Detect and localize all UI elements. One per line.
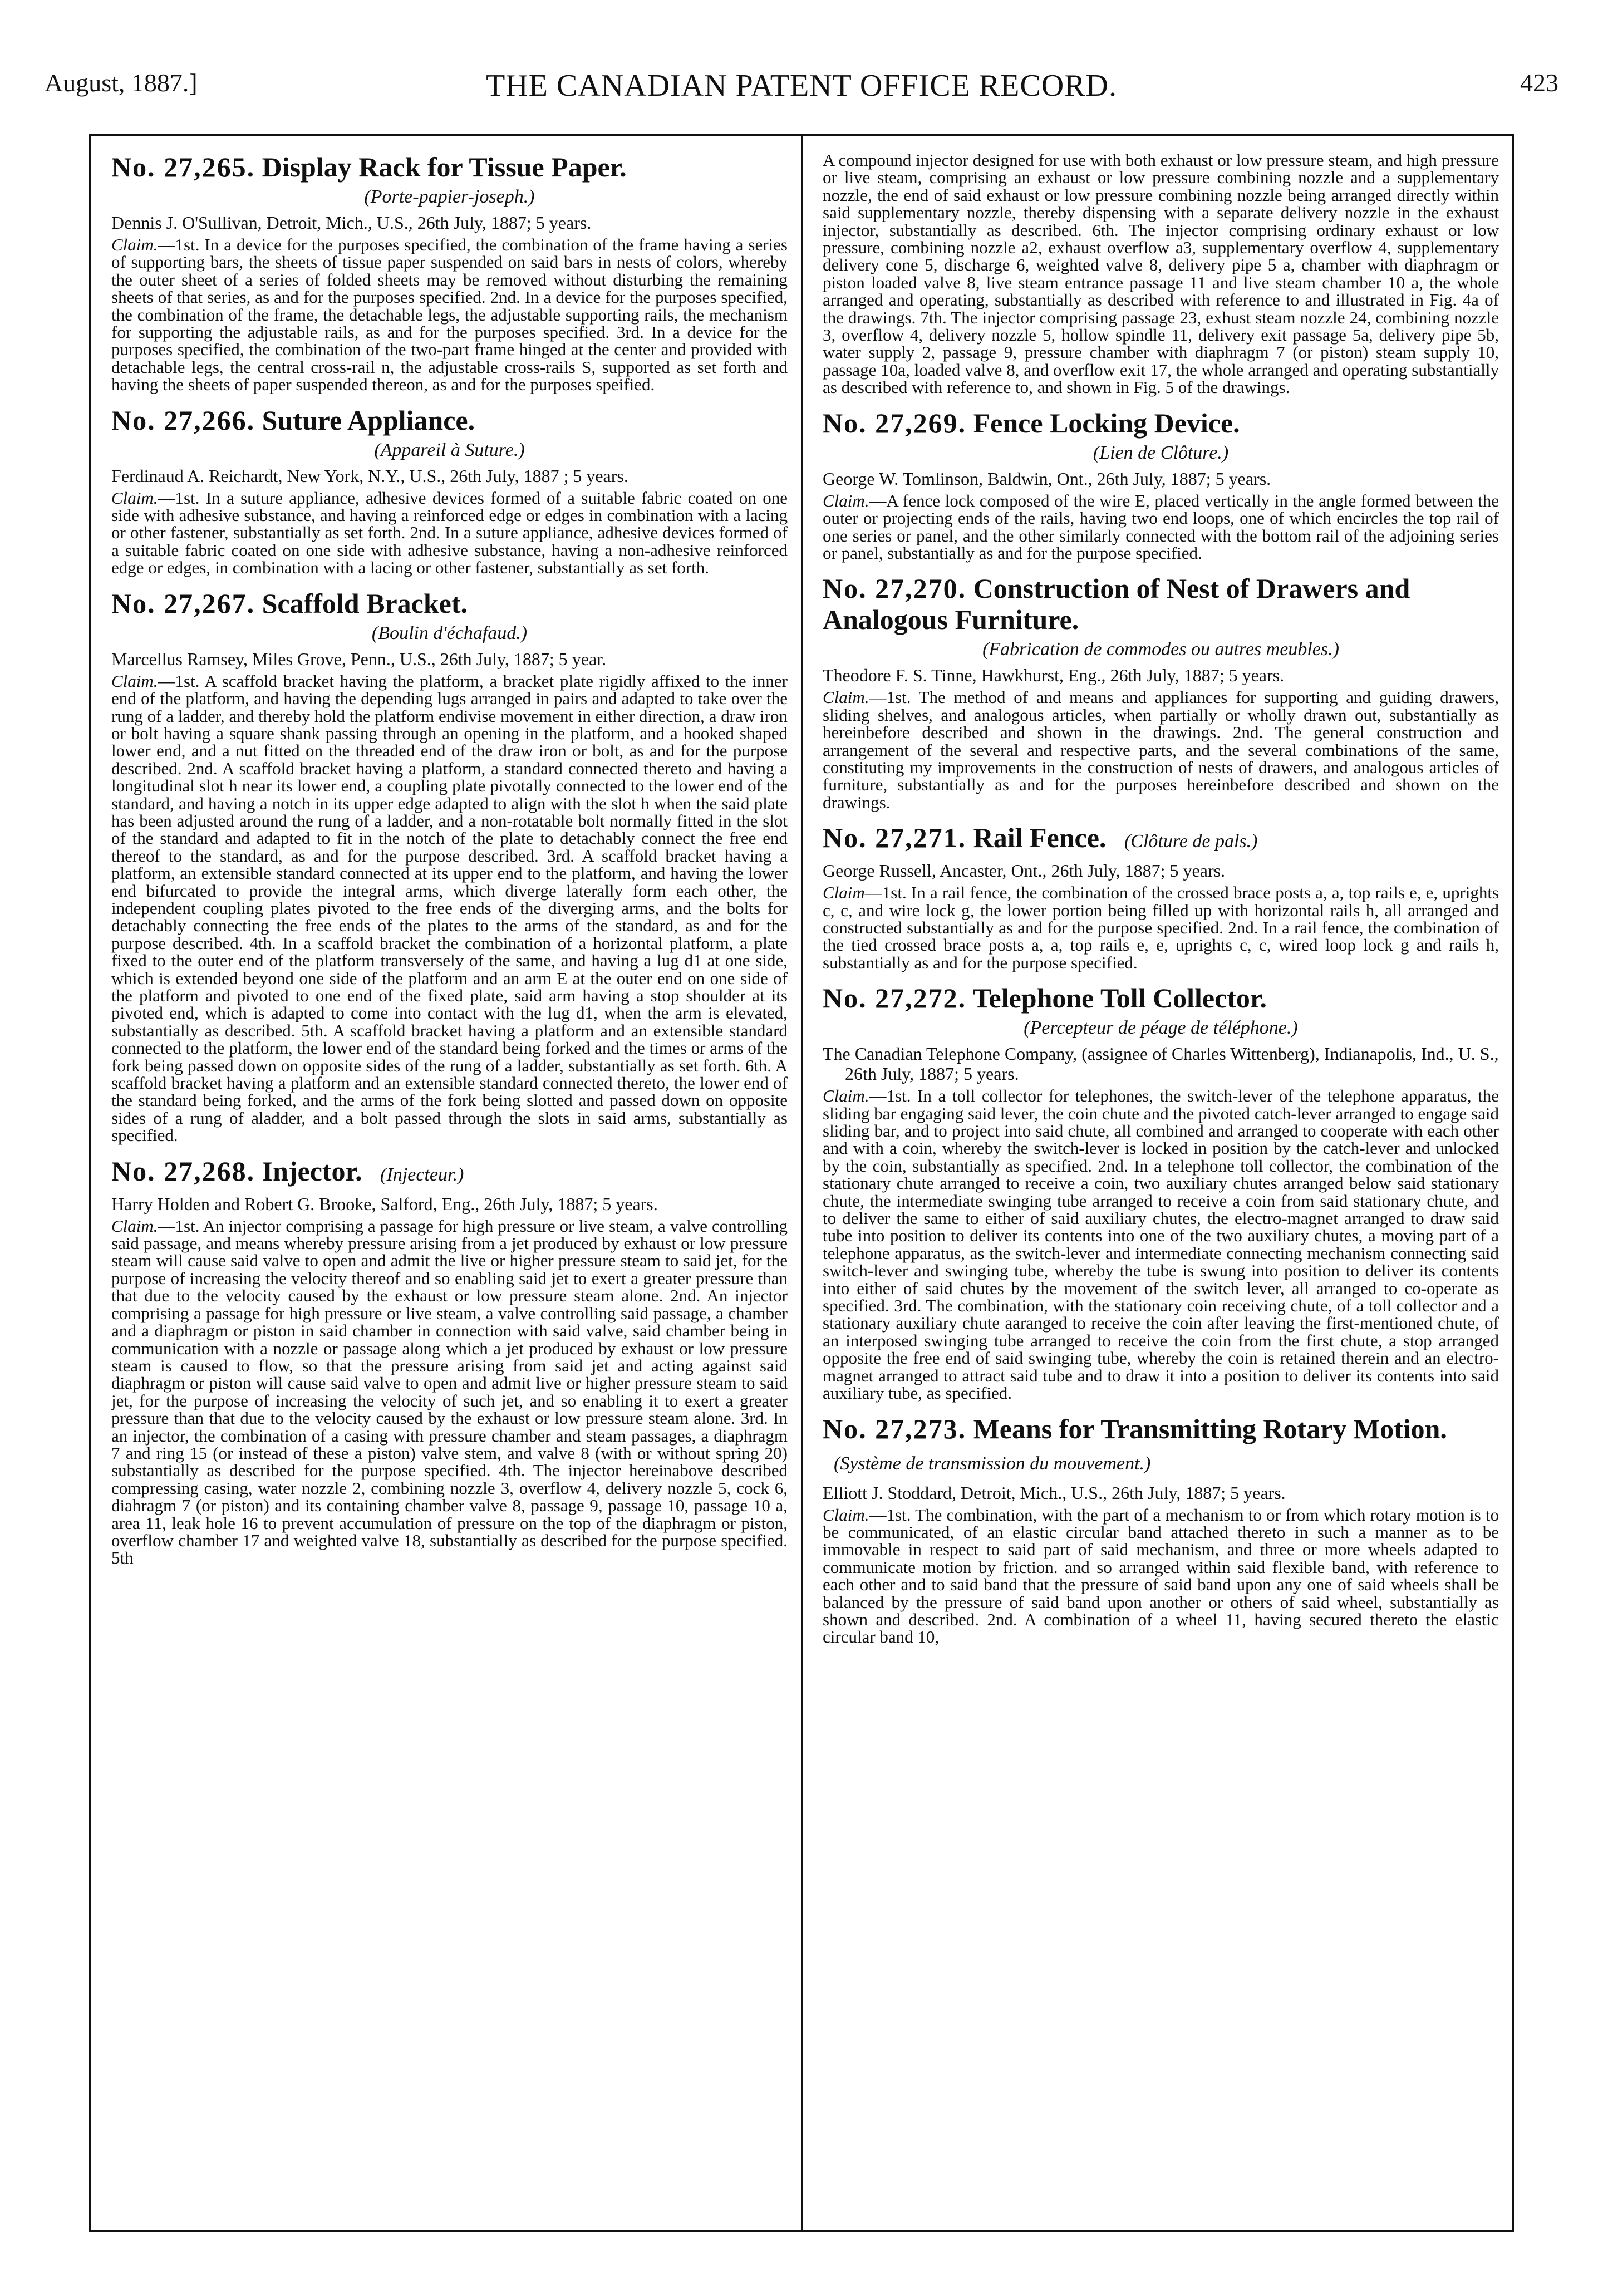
claim-label: Claim.: [111, 671, 158, 691]
entry-heading: [823, 1413, 1499, 1479]
inventor-line: Harry Holden and Robert G. Brooke, Salford, Eng., 26th July, 1887; 5 years.: [111, 1193, 658, 1214]
patent-number: No. 27,266.: [111, 404, 255, 436]
claim-label: Claim.: [111, 235, 158, 254]
patent-entry-27265: [111, 151, 788, 394]
claim-body: —1st. In a toll collector for telephones, the switch-lever of the telephone apparatus, the sliding bar engaging said lever, the coin chute and the pivoted catch-lever arranged to engage said sliding bar, and to project into said chute, all combined and arranged to cooperate with each other and with a coin, whereby the switch-lever is locked in position by the catch-lever and unlocked by the coin, substantially as specified. 2nd. In a telephone toll collector, the combination of the stationary chute arranged to receive a coin, two auxiliary chutes arranged below said stationary chute, the intermediate swinging tube arranged to receive a coin from said stationary chute, and to deliver the same to either of said auxiliary chutes, the electro-magnet arranged to draw said tube into position to deliver its contents into one of the two auxiliary chutes, a moving part of a telephone apparatus, as the switch-lever and intermediate connecting mechanism connecting said switch-lever and swinging tube, whereby the tube is swung into position to deliver its contents into either of said chutes by the movement of the switch lever, all arranged to co-operate as specified. 3rd. The combination, with the stationary coin receiving chute, of a toll collector and a stationary auxiliary chute aaranged to receive the coin after leaving the first-mentioned chute, of an interposed swinging tube arranged to receive the coin from the first chute, a stop arranged opposite the free end of said swinging tube, whereby the coin is retained therein and an electro-magnet arranged to attract said tube and to draw it into a position to deliver its contents into said auxiliary tube, as specified.: [823, 1086, 1499, 1403]
inventor-line: George Russell, Ancaster, Ont., 26th July, 1887; 5 years.: [823, 861, 1226, 881]
french-title: (Appareil à Suture.): [374, 439, 525, 460]
patent-number: No. 27,265.: [111, 151, 255, 183]
claim-body: —1st. The combination, with the part of a mechanism to or from which rotary motion is to be communicated, of an elastic circular band attached thereto in such a manner as to be immovable in respect to said part of said mechanism, and three or more wheels adapted to communicate motion by friction. and so arranged within said flexible band, with reference to each other and to said band that the pressure of said band upon any one of said wheels shall be balanced by the pressure of said band upon another or others of said wheel, substantially as shown and described. 2nd. A combination of a wheel 11, having secured thereto the elastic circular band 10,: [823, 1505, 1499, 1647]
entry-heading: [111, 151, 788, 183]
claim-label: Claim.: [823, 490, 869, 510]
page-number: 423: [1520, 68, 1558, 97]
inventor-line: Elliott J. Stoddard, Detroit, Mich., U.S., 26th July, 1887; 5 years.: [823, 1482, 1286, 1503]
column-divider: [802, 134, 803, 2232]
claim-label: Claim: [823, 883, 865, 903]
entry-heading: [111, 1156, 788, 1191]
patent-number: No. 27,273.: [823, 1413, 967, 1444]
claim-label: Claim.: [823, 687, 869, 707]
patent-number: No. 27,272.: [823, 982, 967, 1014]
claim-body: —1st. In a rail fence, the combination of the crossed brace posts a, a, top rails e, e, uprights c, c, and wire lock g, the lower portion being filled up with horizontal rails h, all arranged and constructed substantially as and for the purpose specified. 2nd. In a rail fence, the combination of the tied crossed brace posts a, a, top rails e, e, uprights c, c, wired loop lock g and rails h, substantially as and for the purpose specified.: [823, 883, 1499, 972]
patent-entry-27273: [823, 1413, 1499, 1646]
claim-body: —1st. In a suture appliance, adhesive devices formed of a suitable fabric coated on one side with adhesive substance, and having a reinforced edge or edges in combination with a lacing or other fastener, substantially as set forth. 2nd. In a suture appliance, adhesive devices formed of a suitable fabric coated on one side with adhesive substance, having a non-adhesive reinforced edge or edges, in combination with a lacing or other fastener, substantially as set forth.: [111, 488, 788, 578]
patent-number: No. 27,270.: [823, 573, 967, 604]
page-header: [45, 68, 1558, 107]
patent-title: Display Rack for Tissue Paper.: [262, 151, 627, 183]
claim-body: —1st. In a device for the purposes specified, the combination of the frame having a series of supporting bars, the sheets of tissue paper suspended on said bars in nests of colors, whereby the outer sheet of a series of folded sheets may be removed without disturbing the remaining sheets of that series, as and for the purposes specified. 2nd. In a device for the purposes specified, the combination of the frame, the detachable legs, the adjustable supporting rails, the mechanism for supporting the adjustable rails, as and for the purposes specified. 3rd. In a device for the purposes specified, the combination of the two-part frame hinged at the center and provided with detachable legs, the central cross-rail n, the adjustable cross-rails S, supported as set forth and having the sheets of paper suspended thereon, as and for the purposes speified.: [111, 235, 788, 395]
claim-text: [823, 689, 1499, 811]
right-column: [823, 151, 1499, 2222]
patent-entry-27266: [111, 405, 788, 577]
french-title: (Lien de Clôture.): [1093, 442, 1229, 463]
patent-title: Means for Transmitting Rotary Motion.: [973, 1413, 1447, 1444]
french-title: (Fabrication de commodes ou autres meubles.): [982, 639, 1339, 660]
french-title: (Clôture de pals.): [1124, 831, 1258, 852]
patent-entry-27270: [823, 573, 1499, 811]
entry-heading: [111, 588, 788, 619]
claim-label: Claim.: [111, 488, 158, 508]
patent-number: No. 27,271.: [823, 822, 967, 854]
claim-body: —1st. An injector comprising a passage for high pressure or live steam, a valve controlling said passage, and means whereby pressure arising from a jet produced by exhaust or low pressure steam will cause said valve to open and admit the live or higher pressure steam to said jet, for the purpose of increasing the velocity thereof and so enabling said jet to exert a greater pressure than that due to the velocity caused by the exhaust or low pressure steam alone. 2nd. An injector comprising a passage for high pressure or live steam, a valve controlling said passage, a chamber and a diaphragm or piston in said chamber in connection with said valve, said chamber being in communication with a nozzle or passage along which a jet produced by exhaust or low pressure steam is caused to flow, so that the pressure arising from said jet and acting against said diaphragm or piston will cause said valve to open and admit live or higher pressure steam to said jet, for the purpose of increasing the velocity of such jet, and so enabling it to exert a greater pressure than that due to the velocity caused by the exhaust or low pressure steam alone. 3rd. In an injector, the combination of a casing with pressure chamber and steam passages, a diaphragm 7 and ring 15 (or instead of these a piston) valve stem, and valve 8 (with or without spring 20) substantially as described for the purpose specified. 4th. The injector hereinabove described compressing casing, water nozzle 2, combining nozzle 3, overflow 4, delivery nozzle 5, cock 6, diahragm 7 (or piston) and its containing chamber valve 8, passage 9, passage 10, passage 10 a, area 11, leak hole 16 to prevent accumulation of pressure on the top of the diaphragm or piston, overflow chamber 17 and weighted valve 18, substantially as described for the purpose specified. 5th: [111, 1216, 788, 1568]
claim-label: Claim.: [823, 1505, 869, 1525]
inventor-line: Dennis J. O'Sullivan, Detroit, Mich., U.S., 26th July, 1887; 5 years.: [111, 213, 592, 233]
claim-text: [111, 236, 788, 394]
patent-entry-27272: [823, 982, 1499, 1402]
patent-entry-27268: [111, 1156, 788, 1567]
entry-heading: [823, 982, 1499, 1014]
claim-text: [823, 492, 1499, 562]
claim-text: [823, 1506, 1499, 1646]
claim-body: —A fence lock composed of the wire E, placed vertically in the angle formed between the outer or projecting ends of the rails, having two end loops, one of which encircles the top rail of one series or panel, and the other similarly connected with the bottom rail of the adjoining series or panel, substantially as and for the purpose specified.: [823, 490, 1499, 563]
inventor-line: George W. Tomlinson, Baldwin, Ont., 26th July, 1887; 5 years.: [823, 468, 1271, 489]
continued-claim-text: A compound injector designed for use with both exhaust or low pressure steam, and high pressure or live steam, comprising an exhaust or low pressure combining nozzle and a supplementary nozzle, the end of said exhaust or low pressure combining nozzle being arranged directly within said supplementary nozzle, thereby dispensing with a separate delivery nozzle in the exhaust injector, substantially as described. 6th. The injector comprising ordinary exhaust or low pressure, combining nozzle a2, exhaust overflow a3, supplementary overflow 4, supplementary delivery cone 5, discharge 6, weighted valve 8, delivery pipe 5 a, chamber with diaphragm or piston loaded valve 8, live steam entrance passage 11 and live steam chamber 10 a, the whole arranged and operating, substantially as described with reference to and illustrated in Fig. 4a of the drawings. 7th. The injector comprising passage 23, exhust steam nozzle 24, combining nozzle 3, overflow 4, delivery nozzle 5, hollow spindle 11, delivery exit passage 5a, delivery pipe 5b, water supply 2, passage 9, pressure chamber with diaphragm 7 (or piston) steam supply 10, passage 10a, loaded valve 8, and overflow exit 17, the whole arranged and operating substantially as described with reference to, and shown in Fig. 5 of the drawings.: [823, 151, 1499, 397]
claim-text: [111, 672, 788, 1144]
patent-entry-27269: [823, 407, 1499, 562]
inventor-line: Marcellus Ramsey, Miles Grove, Penn., U.S., 26th July, 1887; 5 year.: [111, 648, 607, 669]
patent-entry-27271: [823, 822, 1499, 971]
french-title: (Système de transmission du mouvement.): [834, 1453, 1151, 1474]
left-column: [111, 151, 788, 2222]
entry-heading: [823, 822, 1499, 857]
patent-number: No. 27,268.: [111, 1155, 255, 1187]
patent-title: Scaffold Bracket.: [262, 587, 468, 619]
patent-title: Fence Locking Device.: [973, 407, 1240, 439]
inventor-line: The Canadian Telephone Company, (assignee of Charles Wittenberg), Indianapolis, Ind., U. S., 26th July, 1887; 5 years.: [823, 1044, 1499, 1084]
claim-label: Claim.: [111, 1216, 158, 1236]
entry-heading: [111, 405, 788, 436]
patent-number: No. 27,269.: [823, 407, 967, 439]
french-title: (Percepteur de péage de téléphone.): [1024, 1017, 1298, 1039]
claim-text: [823, 1087, 1499, 1402]
patent-title: Construction of Nest of Drawers and Analogous Furniture.: [823, 573, 1410, 636]
claim-label: Claim.: [823, 1086, 869, 1106]
issue-date: August, 1887.]: [45, 68, 198, 97]
entry-heading: [823, 407, 1499, 439]
inventor-line: Ferdinaud A. Reichardt, New York, N.Y., U.S., 26th July, 1887 ; 5 years.: [111, 465, 628, 486]
french-title: (Boulin d'échafaud.): [371, 622, 528, 643]
claim-text: [823, 884, 1499, 971]
claim-body: —1st. A scaffold bracket having the platform, a bracket plate rigidly affixed to the inner end of the platform, and having the depending lugs arranged in pairs and adapted to take over the rung of a ladder, and thereby hold the platform endivise movement in either direction, a draw iron or bolt having a square shank passing through an opening in the platform, and a hooked shaped lower end, and a nut fitted on the threaded end of the draw iron or bolt, as and for the purpose described. 2nd. A scaffold bracket having a platform, a standard connected thereto and having a longitudinal slot h near its lower end, a coupling plate pivotally connected to the lower end of the standard, and having a notch in its upper edge adapted to align with the slot h when the said plate has been adjusted around the rung of a ladder, and a non-rotatable bolt normally fitted in the slot of the standard and adapted to fit in the notch of the plate to detachably connect the free end thereof to the standard, as and for the purpose described. 3rd. A scaffold bracket having a platform, an extensible standard connected at its upper end to the platform, and having the lower end bifurcated to provide the integral arms, which diverge laterally form each other, the independent coupling plates pivoted to the free ends of the diverging arms, and the bolts for detachably connecting the free ends of the plates to the arms of the standard, as and for the purpose described. 4th. In a scaffold bracket the combination of a horizontal platform, a plate fixed to the outer end of the platform transversely of the same, and having a lug d1 at one side, which is extended beyond one side of the platform and an arm E at the outer end on one side of the platform and pivoted to one end of the fixed plate, said arm having a stop shoulder at its pivoted end, which is adapted to come into contact with the lug d1, when the arm is elevated, substantially as described. 5th. A scaffold bracket having a platform and an extensible standard connected to the platform, the lower end of the standard being forked and the times or arms of the fork being passed down on opposite sides of the rung of a ladder, substantially as set forth. 6th. A scaffold bracket having a platform and an extensible standard connected thereto, the lower end of the standard being forked, and the arms of the fork being slotted and passed down on opposite sides of a rung of aladder, and a bolt passed through the slots in said arms, substantially as specified.: [111, 671, 788, 1145]
french-title: (Injecteur.): [380, 1164, 464, 1185]
entry-heading: [823, 573, 1499, 635]
publication-title: THE CANADIAN PATENT OFFICE RECORD.: [486, 68, 1117, 103]
patent-title: Rail Fence.: [973, 822, 1107, 854]
claim-body: —1st. The method of and means and appliances for supporting and guiding drawers, sliding shelves, and analogous articles, when partially or wholly drawn out, substantially as hereinbefore described and shown in the drawings. 2nd. The general construction and arrangement of the several and respective parts, and the several combinations of the same, constituting my improvements in the construction of nests of drawers, and analogous articles of furniture, substantially as and for the purposes hereinbefore described and shown on the drawings.: [823, 687, 1499, 812]
claim-text: [111, 489, 788, 577]
patent-number: No. 27,267.: [111, 587, 255, 619]
inventor-line: Theodore F. S. Tinne, Hawkhurst, Eng., 26th July, 1887; 5 years.: [823, 665, 1285, 686]
claim-text: [111, 1217, 788, 1567]
french-title: (Porte-papier-joseph.): [364, 186, 535, 207]
patent-title: Injector.: [262, 1155, 362, 1187]
patent-title: Suture Appliance.: [262, 404, 475, 436]
patent-title: Telephone Toll Collector.: [972, 982, 1267, 1014]
patent-entry-27267: [111, 588, 788, 1144]
